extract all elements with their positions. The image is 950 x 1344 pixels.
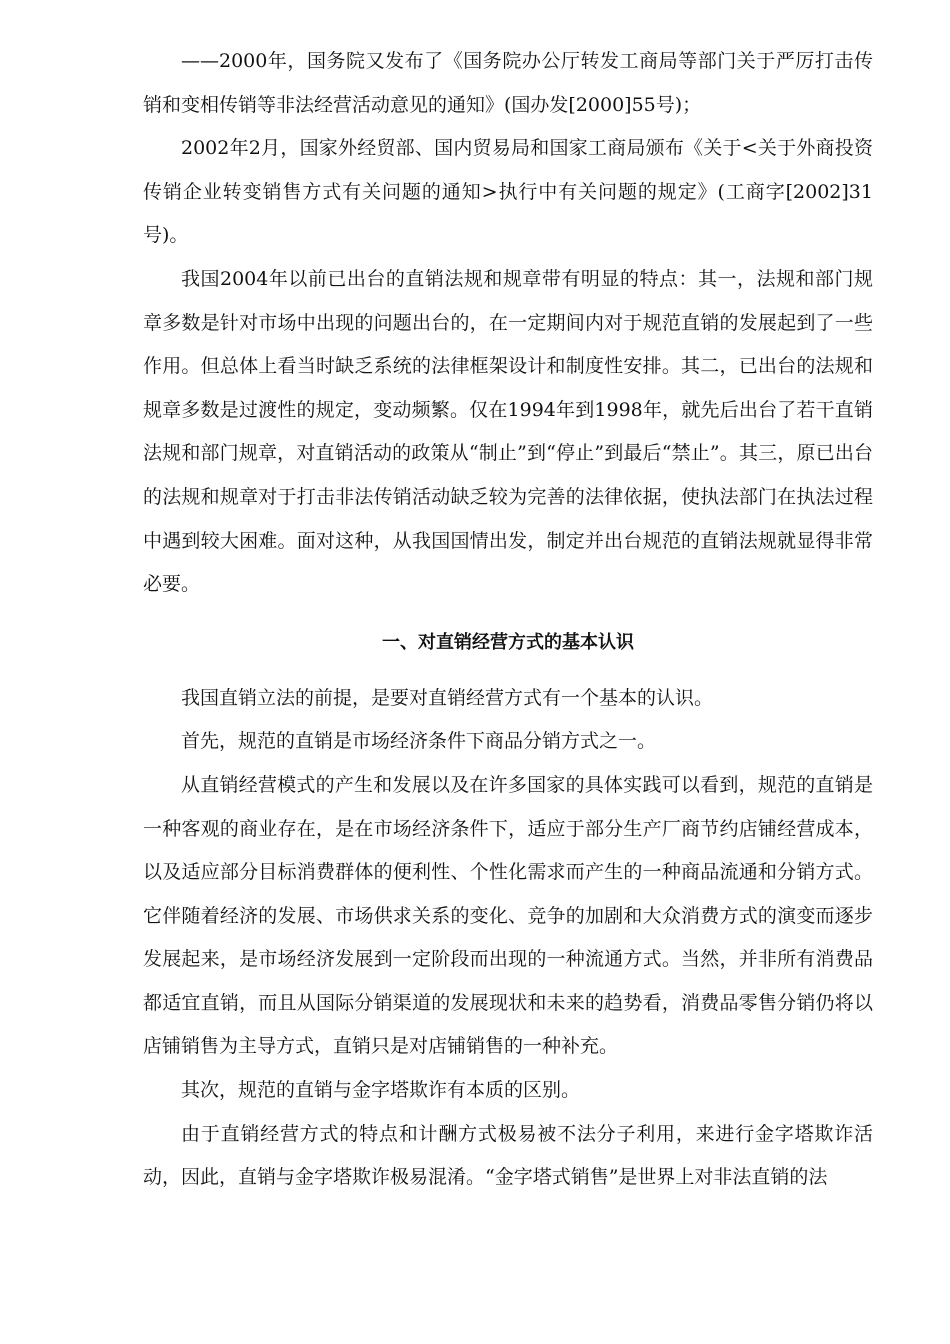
paragraph-characteristics: 我国2004年以前已出台的直销法规和规章带有明显的特点：其一，法规和部门规章多数是针对市场中出现的问题出台的，在一定期间内对于规范直销的发展起到了一些作用。但总体上看当时缺乏系统的法律框架设计和制度性安排。其二，已出台的法规和规章多数是过渡性的规定，变动频繁。仅在1994年到1998年，就先后出台了若干直销法规和部门规章，对直销活动的政策从“制止”到“停止”到最后“禁止”。其三，原已出台的法规和规章对于打击非法传销活动缺乏较为完善的法律依据，使执法部门在执法过程中遇到较大困难。面对这种，从我国国情出发，制定并出台规范的直销法规就显得非常必要。 [143, 267, 873, 596]
paragraph-premise: 我国直销立法的前提，是要对直销经营方式有一个基本的认识。 [181, 686, 714, 709]
paragraph-2000-notice: ——2000年，国务院又发布了《国务院办公厅转发工商局等部门关于严厉打击传销和变相传销等非法经营活动意见的通知》(国办发[2000]55号)； [143, 50, 873, 116]
paragraph-2002-regulation: 2002年2月，国家外经贸部、国内贸易局和国家工商局颁布《关于<关于外商投资传销企业转变销售方式有关问题的通知>执行中有关问题的规定》(工商字[2002]31号)。 [143, 137, 873, 247]
paragraph-second-point: 其次，规范的直销与金字塔欺诈有本质的区别。 [181, 1079, 581, 1102]
paragraph-direct-selling-model: 从直销经营模式的产生和发展以及在许多国家的具体实践可以看到，规范的直销是一种客观的商业存在，是在市场经济条件下，适应于部分生产厂商节约店铺经营成本，以及适应部分目标消费群体的便利性、个性化需求而产生的一种商品流通和分销方式。它伴随着经济的发展、市场供求关系的变化、竞争的加剧和大众消费方式的演变而逐步发展起来，是市场经济发展到一定阶段而出现的一种流通方式。当然，并非所有消费品都适宜直销，而且从国际分销渠道的发展现状和未来的趋势看，消费品零售分销仍将以店铺销售为主导方式，直销只是对店铺销售的一种补充。 [143, 773, 873, 1058]
paragraph-first-point: 首先，规范的直销是市场经济条件下商品分销方式之一。 [181, 730, 657, 753]
paragraph-pyramid-fraud: 由于直销经营方式的特点和计酬方式极易被不法分子利用，来进行金字塔欺诈活动，因此，直销与金字塔欺诈极易混淆。“金字塔式销售”是世界上对非法直销的法 [143, 1122, 873, 1189]
document-body [143, 40, 873, 1200]
section-heading: 一、对直销经营方式的基本认识 [382, 631, 634, 653]
